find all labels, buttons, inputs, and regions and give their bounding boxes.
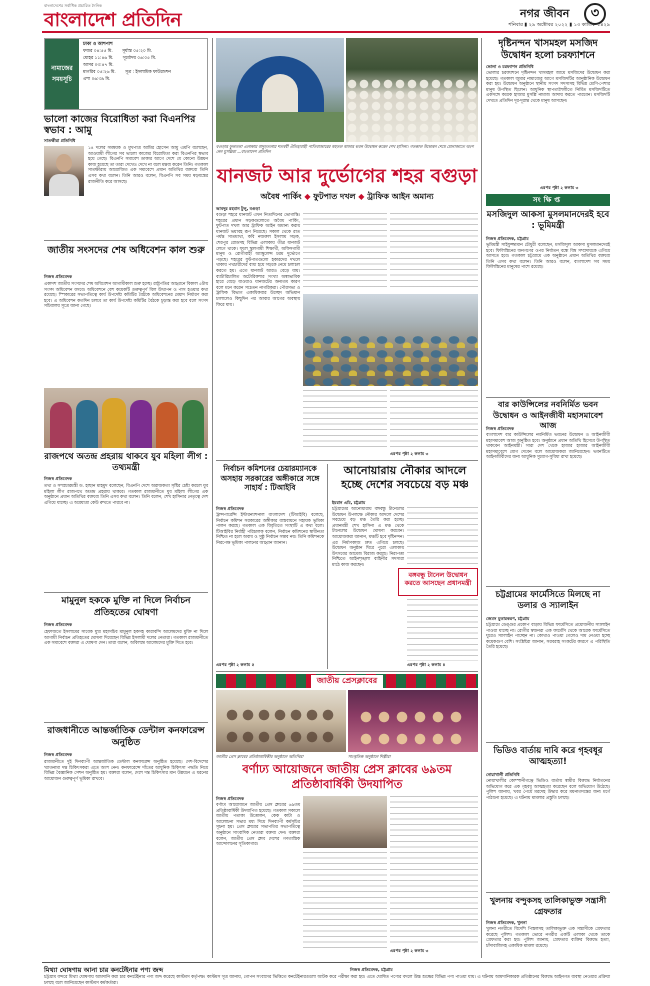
caption-press-club-2: সাংস্কৃতিক অনুষ্ঠানে শিল্পীরা: [348, 754, 391, 759]
prayer-box-subtitle: ঢাকা ও আশপাশ: [83, 42, 113, 47]
press-club-banner-text: জাতীয় প্রেসক্লাবের: [311, 675, 383, 688]
byline-bar-council: নিজস্ব প্রতিবেদক: [486, 426, 515, 431]
body-bogura-col2: [303, 213, 387, 291]
prayer-row: আসর ০৩:৪৭ মি.: [83, 63, 114, 68]
body-boat-stage-col1: চট্টগ্রামের আনোয়ারায় বঙ্গবন্ধু টানেলের উদ্বোধন উপলক্ষে নৌকার আদলে দেশের সবচেয়ে বড় মঞ্চ তৈরি করা হচ্ছে। প্রধানমন্ত্রী শেখ হাসিনা এ মঞ্চ থেকে টানেলের উদ্বোধন ঘোষণা করবেন। আয়োজকরা জানান, মঞ্চটি হবে দৃষ্টিনন্দন। এর নির্মাণকাজ দ্রুত এগিয়ে চলছে। উদ্বোধন অনুষ্ঠান ঘিরে পুরো এলাকায় উৎসবের আমেজ বিরাজ করছে। নিরাপত্তা নিশ্চিতে আইনশৃঙ্খলা বাহিনীর সদস্যরা মাঠে কাজ করছেন।: [332, 507, 404, 568]
photo-caption-top: বগুড়ার ফুলতলা এলাকায় বাদুড়তলায় শতবর্ষী ঐতিহ্যবাহী পাতিবাজারের বহুতল বাজার ভবন উদ্বোধন করেন শেখ হাসিনা। গতকাল উদ্বোধন শেষে মোনাজাতে অংশ নেন মুসল্লিরা —বাংলাদেশ প্রতিদিন: [216, 144, 474, 154]
byline-mamunul: নিজস্ব প্রতিবেদক: [44, 622, 73, 627]
bullet-icon: ◆: [304, 192, 314, 201]
prayer-rows: [83, 48, 205, 83]
photo-press-club-1: [216, 690, 346, 752]
photo-jubo-mohila: [44, 388, 208, 448]
divider: [44, 592, 208, 593]
masthead-divider: [42, 31, 610, 33]
headline-mamunul: মামুনুল হককে মুক্তি না দিলে নির্বাচন প্রতিহতের ঘোষণা: [61, 596, 191, 618]
body-election-commission: ট্রান্সপারেন্সি ইন্টারন্যাশনাল বাংলাদেশ (টিআইবি) বলেছে, নির্বাচন কমিশন সরকারের অঙ্গীকার বাস্তবায়নে সহায়ক ভূমিকা পালন করছে। গতকাল এক বিবৃতিতে সংস্থাটি এ কথা বলে। টিআইবির নির্বাহী পরিচালক বলেন, নির্বাচন কমিশনের স্বাধীনতা নিশ্চিত না হলে অবাধ ও সুষ্ঠু নির্বাচন সম্ভব নয়। তিনি কমিশনকে নিরপেক্ষ ভূমিকা পালনের আহ্বান জানান।: [216, 513, 324, 546]
page-number: ৩: [590, 5, 600, 21]
divider: [216, 460, 478, 461]
prayer-row: যোহর ১১:৪৬ মি. সূর্যোদয় ০৬:০৫ মি.: [83, 56, 157, 61]
body-khulna: খুলনা নগরীতে বিদেশি পিস্তলসহ তালিকাভুক্ত এক সন্ত্রাসীকে গ্রেফতার করেছে পুলিশ। গতকাল ভোরে নগরীর একটি এলাকা থেকে তাকে গ্রেফতার করা হয়। পুলিশ জানায়, গ্রেফতার ব্যক্তির বিরুদ্ধে হত্যা, চাঁদাবাজিসহ একাধিক মামলা রয়েছে।: [486, 927, 610, 949]
prayer-times-box: [44, 38, 208, 110]
headline-video: ভিডিও বার্তায় দাবি করে গৃহবধূর আত্মহত্যা!: [493, 746, 603, 767]
headline-boat-stage: আনোয়ারায় নৌকার আদলে হচ্ছে দেশের সবচেয়ে বড় মঞ্চ: [341, 464, 469, 491]
continued-bogura: এরপর পৃষ্ঠা ২ কলাম ৩: [390, 451, 429, 456]
divider: [44, 240, 208, 241]
column-divider: [327, 464, 328, 669]
byline-press-club: নিজস্ব প্রতিবেদক: [216, 796, 245, 801]
continued-press-club: এরপর পৃষ্ঠা ২ কলাম ৩: [390, 948, 429, 953]
tagline: বাংলাদেশের সর্বাধিক প্রচারিত দৈনিক: [44, 3, 102, 8]
footer-divider: [42, 962, 610, 963]
masthead: [0, 0, 650, 34]
byline-jubo-mohila: নিজস্ব প্রতিবেদক: [44, 476, 73, 481]
headline-bogura: যানজট আর দুর্ভোগের শহর বগুড়া: [216, 165, 478, 187]
body-bogura-col3b: [390, 390, 478, 450]
body-jubo-mohila: তথ্য ও সম্প্রচারমন্ত্রী ড. হাছান মাহমুদ বলেছেন, বিএনপি দেশে অরাজকতা সৃষ্টির চেষ্টা করলে যুব মহিলা লীগ রাজপথে অতন্দ্র প্রহরায় থাকবে। গতকাল রাজধানীতে যুব মহিলা লীগের এক অনুষ্ঠানে প্রধান অতিথির বক্তব্যে তিনি এসব কথা বলেন। তিনি বলেন, শেখ হাসিনার নেতৃত্বে দেশ এগিয়ে যাচ্ছে। এ অগ্রযাত্রা কেউ রুখতে পারবে না।: [44, 484, 208, 506]
divider: [44, 722, 208, 723]
byline-amu: সাতক্ষীরা প্রতিনিধি: [44, 138, 76, 143]
headline-election-commission: নির্বাচন কমিশনের চেয়ারম্যানকে অসহায় সরকারের অঙ্গীকারে সঙ্গে সাহার্য : টিআইবি: [220, 464, 320, 492]
body-brief: ভূমিমন্ত্রী সাইফুজ্জামান চৌধুরী বলেছেন, মসজিদুল আকসা মুসলমানদেরই হবে। ফিলিস্তিনের জনগণের ওপর নির্যাতন বন্ধে বিশ্ব সম্প্রদায়কে এগিয়ে আসতে হবে। গতকাল চট্টগ্রামে এক অনুষ্ঠানে প্রধান অতিথির বক্তব্যে তিনি এসব কথা বলেন। তিনি আরও বলেন, বাংলাদেশ সব সময় ফিলিস্তিনের মানুষের পাশে রয়েছে।: [486, 243, 610, 271]
body-press-club-col2: [303, 852, 387, 952]
subheads-bogura: [216, 191, 478, 204]
subhead: ট্রাফিক আইন অমান্য: [367, 192, 434, 201]
continued-election-commission: এরপর পৃষ্ঠা ২ কলাম ৫: [216, 662, 255, 667]
headline-press-club: বর্ণাঢ্য আয়োজনে জাতীয় প্রেস ক্লাবের ৬৯তম প্রতিষ্ঠাবার্ষিকী উদযাপিত: [242, 762, 452, 791]
column-divider: [212, 38, 213, 958]
headline-dental: রাজধানীতে আন্তর্জাতিক ডেন্টাল কনফারেন্স অনুষ্ঠিত: [47, 726, 205, 748]
body-bogura-col2b: [303, 390, 387, 450]
byline-brief: নিজস্ব প্রতিবেদক, চট্টগ্রাম: [486, 236, 529, 241]
byline-parliament: নিজস্ব প্রতিবেদক: [44, 274, 73, 279]
divider: [486, 742, 610, 743]
body-boat-stage-col2b: [407, 599, 478, 661]
body-mosque: ভোলার চরফ্যাশনে দৃষ্টিনন্দন খাসমহল জামে মসজিদের উদ্বোধন করা হয়েছে। গতকাল জুমার নামাজের আগে মসজিদটির আনুষ্ঠানিক উদ্বোধন করা হয়। উদ্বোধন অনুষ্ঠানে স্থানীয় সংসদ সদস্যসহ বিভিন্ন শ্রেণি-পেশার মানুষ উপস্থিত ছিলেন। আধুনিক স্থাপত্যশৈলীতে নির্মিত মসজিদটিতে একসঙ্গে কয়েক হাজার মুসল্লি নামাজ আদায় করতে পারবেন। মসজিদটি দেখতে প্রতিদিন দূর-দূরান্ত থেকে মানুষ আসছেন।: [486, 71, 610, 104]
byline-boat-stage: ইমরান এমি, চট্টগ্রাম: [332, 500, 366, 505]
headline-container-seizure: মিথ্যা ঘোষণায় আনা চার কনটেইনার পণ্য জব্দ: [44, 966, 164, 974]
byline-dental: নিজস্ব প্রতিবেদক: [44, 752, 73, 757]
amu-portrait: [44, 146, 84, 196]
body-mamunul: হেফাজতে ইসলামের সাবেক যুগ্ম মহাসচিব মামুনুল হকসহ কারাবন্দি আলেমদের মুক্তি না দিলে আগামী নির্বাচন প্রতিহতের ঘোষণা দিয়েছেন বিভিন্ন ইসলামী দলের নেতারা। গতকাল রাজধানীতে এক সমাবেশে বক্তারা এ ঘোষণা দেন। তারা বলেন, অবিলম্বে আলেমদের মুক্তি দিতে হবে।: [44, 630, 208, 647]
divider: [486, 586, 610, 587]
caption-press-club-1: জাতীয় প্রেস ক্লাবের প্রতিষ্ঠাবার্ষিকীর অনুষ্ঠানে অতিথিরা: [216, 754, 304, 759]
paper-name: বাংলাদেশ প্রতিদিন: [44, 9, 182, 31]
headline-brief: মসজিদুল আকসা মুসলমানদেরই হবে : ভূমিমন্ত্রী: [486, 210, 610, 231]
headline-bar-council: বার কাউন্সিলের নবনির্মিত ভবন উদ্বোধন ও আইনজীবী মহাসমাবেশ আজ: [493, 400, 603, 430]
byline-election-commission: নিজস্ব প্রতিবেদক: [216, 506, 245, 511]
byline-mosque: ভোলা ও চরফ্যাশন প্রতিনিধি: [486, 64, 534, 69]
headline-amu: ভালো কাজের বিরোধিতা করা বিএনপির স্বভাব : আমু: [44, 114, 196, 136]
body-bar-council: বাংলাদেশ বার কাউন্সিলের নবনির্মিত ভবনের উদ্বোধন ও আইনজীবী মহাসমাবেশ আজ অনুষ্ঠিত হবে। অনুষ্ঠানে প্রধান অতিথি হিসেবে উপস্থিত থাকবেন আইনমন্ত্রী। সারা দেশ থেকে হাজার হাজার আইনজীবী মহাসমাবেশে যোগ দেবেন বলে আয়োজকরা জানিয়েছেন। ভবনটিতে আইনজীবীদের জন্য আধুনিক সুযোগ-সুবিধা রাখা হয়েছে।: [486, 433, 610, 461]
prayer-row: এশা ০৬:৩৯ মি.: [83, 77, 111, 82]
bullet-icon: ◆: [358, 192, 368, 201]
body-video: নোয়াখালীর কোম্পানীগঞ্জে ভিডিও বার্তায় স্বামীর বিরুদ্ধে নির্যাতনের অভিযোগ করে এক গৃহবধূ আত্মহত্যা করেছেন বলে অভিযোগ উঠেছে। পুলিশ জানায়, খবর পেয়ে মরদেহ উদ্ধার করে ময়নাতদন্তের জন্য মর্গে পাঠানো হয়েছে। এ ঘটনায় মামলার প্রস্তুতি চলছে।: [486, 779, 610, 801]
body-bogura-col1: বগুড়া শহরে যানজট এখন নিত্যদিনের ভোগান্তি। শহরের প্রধান সড়কগুলোতে অবৈধ পার্কিং, ফুটপাত দখল আর ট্রাফিক আইন অমান্য করায় যানজট ভয়াবহ রূপ নিয়েছে। সকাল থেকে রাত পর্যন্ত সাতমাথা, কবি নজরুল ইসলাম সড়ক, শেরপুর রোডসহ বিভিন্ন এলাকায় তীব্র যানজট লেগে থাকে। ফলে স্কুলগামী শিক্ষার্থী, অফিসগামী মানুষ ও রোগীবাহী অ্যাম্বুলেন্স চরম দুর্ভোগে পড়ছে। শহরের ফুটপাতগুলো হকারদের দখলে থাকায় পথচারীদের বাধ্য হয়ে সড়কে নেমে চলাচল করতে হয়। এতে যানজট আরও বেড়ে যায়। ব্যাটারিচালিত অটোরিকশার সংখ্যা অস্বাভাবিক হারে বেড়ে যাওয়াও যানজটের অন্যতম কারণ বলে মনে করেন সচেতন নাগরিকরা। পৌরসভা ও ট্রাফিক বিভাগ একাধিকবার উচ্ছেদ অভিযান চালালেও কিছুদিন পর আবার আগের অবস্থায় ফিরে যায়।: [216, 213, 300, 308]
divider: [486, 397, 610, 398]
photo-bogura-traffic: [303, 294, 478, 386]
byline-khulna: নিজস্ব প্রতিবেদক, খুলনা: [486, 920, 527, 925]
prayer-row: মাগরিব ০৫:২৬ মি. সূত্র : ইসলামিক ফাউন্ডেশন: [83, 70, 171, 75]
column-divider: [481, 38, 482, 958]
body-parliament: একাদশ জাতীয় সংসদের শেষ অধিবেশন আগামীকাল শুরু হচ্ছে। রাষ্ট্রপতির আহ্বানে বিকাল ৫টায় সংসদ অধিবেশন বসবে। অধিবেশনে বেশ কয়েকটি গুরুত্বপূর্ণ বিল উত্থাপন ও পাস হওয়ার কথা রয়েছে। স্পিকারের সভাপতিত্বে কার্য উপদেষ্টা কমিটির বৈঠকে অধিবেশনের মেয়াদ নির্ধারণ করা হবে। এ অধিবেশন কতদিন চলবে তা কার্য উপদেষ্টা কমিটির বৈঠকে চূড়ান্ত করা হবে বলে সংসদ সচিবালয় সূত্রে জানা গেছে।: [44, 282, 208, 310]
divider: [216, 671, 478, 672]
body-container-seizure: চট্টগ্রাম বন্দরে মিথ্যা ঘোষণায় আমদানি করা চার কনটেইনার পণ্য জব্দ করেছে কাস্টমস কর্তৃপক্ষ। কাস্টমস সূত্র জানায়, গোপন সংবাদের ভিত্তিতে কনটেইনারগুলো আটক করে পরীক্ষা করা হয়। এতে ঘোষিত পণ্যের বদলে উচ্চ শুল্কের বিভিন্ন পণ্য পাওয়া যায়। এ ঘটনায় আমদানিকারক প্রতিষ্ঠানের বিরুদ্ধে আইনগত ব্যবস্থা নেওয়ার প্রক্রিয়া চলছে বলে জানিয়েছেন কাস্টমস কর্মকর্তারা।: [44, 975, 610, 986]
body-press-club-col1: বর্ণাঢ্য আয়োজনে জাতীয় প্রেস ক্লাবের ৬৯তম প্রতিষ্ঠাবার্ষিকী উদযাপিত হয়েছে। গতকাল সকালে জাতীয় পতাকা উত্তোলন, কেক কাটা ও আলোচনা সভার মধ্য দিয়ে দিনব্যাপী কর্মসূচির সূচনা হয়। প্রেস ক্লাবের সভাপতির সভাপতিত্বে অনুষ্ঠানে সাংবাদিক নেতারা বক্তব্য দেন। বক্তারা বলেন, জাতীয় প্রেস ক্লাব দেশের গণতান্ত্রিক আন্দোলনের সূতিকাগার।: [216, 803, 300, 848]
prayer-box-title: নামাজের সময়সূচি: [45, 39, 79, 109]
body-boat-stage-col2: [407, 507, 478, 567]
body-press-club-col3: [390, 796, 478, 946]
subhead: ফুটপাত দখল: [313, 192, 356, 201]
headline-khulna: খুলনায় বন্দুকসহ তালিকাভুক্ত সন্ত্রাসী গ্রেফতার: [489, 896, 607, 916]
byline-video: নোয়াখালী প্রতিনিধি: [486, 772, 520, 777]
body-bogura-col3: [390, 213, 478, 291]
brief-label: সংক্ষিপ্ত: [532, 196, 564, 204]
body-chattogram-saline: চট্টগ্রামে ডেঙ্গুর প্রকোপ বাড়ায় বিভিন্ন ফার্মেসিতে প্রয়োজনীয় স্যালাইন পাওয়া যাচ্ছে না। রোগীর স্বজনরা এক ফার্মেসি থেকে আরেক ফার্মেসিতে ঘুরেও স্যালাইন পাচ্ছেন না। কোথাও পাওয়া গেলেও দাম নেওয়া হচ্ছে কয়েকগুণ বেশি। সংশ্লিষ্টরা জানান, সরবরাহ সংকটের কারণে এ পরিস্থিতি তৈরি হয়েছে।: [486, 623, 610, 651]
date-line: শনিবার ▮ ২৯ অক্টোবর ২০২২ ▮ ১৩ কার্তিক ১৪২৯: [508, 22, 610, 28]
pull-quote: বঙ্গবন্ধু টানেল উদ্বোধন করতে আসছেন প্রধানমন্ত্রী: [404, 571, 472, 587]
photo-press-club-2: [348, 690, 478, 752]
pull-quote-box: [398, 568, 478, 596]
photo-mosque-exterior: [216, 38, 344, 142]
press-club-banner: [216, 674, 478, 688]
divider: [486, 892, 610, 893]
continued-boat-stage: এরপর পৃষ্ঠা ২ কলাম ৪: [407, 662, 446, 667]
body-dental: রাজধানীতে দুই দিনব্যাপী আন্তর্জাতিক ডেন্টাল কনফারেন্স অনুষ্ঠিত হয়েছে। দেশ-বিদেশের খ্যাতনামা দন্ত চিকিৎসকরা এতে অংশ নেন। কনফারেন্সে দাঁতের আধুনিক চিকিৎসা পদ্ধতি নিয়ে বিভিন্ন বৈজ্ঞানিক সেশন অনুষ্ঠিত হয়। বক্তারা বলেন, দেশে দন্ত চিকিৎসার মান উন্নয়নে এ ধরনের আয়োজন গুরুত্বপূর্ণ ভূমিকা রাখবে।: [44, 760, 208, 782]
subhead: অবৈধ পার্কিং: [260, 192, 302, 201]
section-name: নগর জীবন: [520, 7, 570, 20]
photo-mosque-crowd: [346, 38, 478, 142]
headline-parliament: জাতীয় সংসদের শেষ অধিবেশন কাল শুরু: [47, 245, 205, 256]
continued-mosque: এরপর পৃষ্ঠা ২ কলাম ৩: [540, 185, 579, 190]
body-amu: ১৪ দলের সমন্বয়ক ও মুখপাত্র আমির হোসেন আমু এমপি বলেছেন, আওয়ামী লীগের সব ভালো কাজের বিরোধিতা করা বিএনপির স্বভাব হয়ে গেছে। বিএনপি সমাবেশ ডাকার আগে দেশে যে কোনো উন্নয়ন কাজ হয়েছে তা তারা দেখেও দেখে না বলে মন্তব্য করেন তিনি। গতকাল সাতক্ষীরায় আয়োজিত এক সমাবেশে প্রধান অতিথির বক্তব্যে তিনি এসব কথা বলেন। তিনি আরও বলেন, বিএনপি সব সময় ষড়যন্ত্রের রাজনীতি করে আসছে।: [88, 146, 208, 185]
prayer-row: ফজর ০৪:৫৫ মি. সূর্যাস্ত ০৫:২০ মি.: [83, 49, 153, 54]
byline-chattogram-saline: জেমস মুতারকরণ, চট্টগ্রাম: [486, 616, 530, 621]
headline-jubo-mohila: রাজপথে অতন্দ্র প্রহরায় থাকবে যুব মহিলা লীগ : তথ্যমন্ত্রী: [44, 452, 208, 473]
byline-bogura: আবদুর রহমান টুলু, বগুড়া: [216, 206, 260, 211]
headline-mosque: দৃষ্টিনন্দন খাসমহল মসজিদ উদ্বোধন হলো চরফ্যাশনে: [498, 38, 598, 61]
byline-container-seizure: নিজস্ব প্রতিবেদক, চট্টগ্রাম: [350, 967, 393, 972]
photo-press-club-3: [303, 796, 387, 848]
brief-label-bar: [486, 194, 610, 206]
headline-chattogram-saline: চট্টগ্রামের ফার্মেসিতে মিলছে না ডলার ও স্যালাইন: [495, 590, 601, 611]
